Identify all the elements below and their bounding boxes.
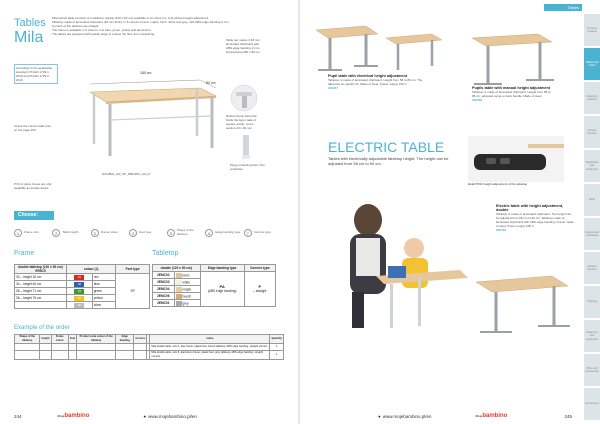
pupil-manual-desc: Tabletop is made of laminated chipboard. Height from 58 to 86 cm, adjusted using a crank handle. Made of steel. (472, 90, 551, 98)
step-label: Frame colour (100, 230, 119, 235)
table-code: DOUBLE_GR_SP_DBFGDC_GN_P (102, 172, 151, 176)
feet-type: SP (116, 274, 150, 309)
callout-plug: Plugs protecting floor from scratches (230, 163, 266, 171)
tabletop-colour-name: beech (182, 293, 192, 298)
logo (58, 413, 90, 419)
electric-title: ELECTRIC TABLE (328, 139, 445, 155)
example-row (15, 351, 284, 360)
steps-row (14, 222, 280, 244)
desc-line: Mila school table consists of a tabletop: double (120 x 50 cm) available in six sizes (no. 0-6) without height adjustment (52, 16, 209, 20)
description (52, 16, 267, 36)
example-cell (15, 344, 40, 351)
section-tab[interactable]: Tables and chairs (584, 48, 600, 81)
example-cell (15, 351, 40, 360)
frame-colour-name: green (92, 288, 116, 295)
step-label: Frame size (24, 230, 39, 235)
step-number: 4 (129, 229, 137, 237)
example-table (14, 334, 284, 360)
electric-caption (468, 182, 564, 186)
example-header: Quantity (270, 335, 284, 344)
url[interactable] (143, 414, 197, 419)
corner-sub: – straight (253, 289, 267, 293)
double-desc: Tabletop is made of laminated chipboard. The height can be adjusted from 58 cm to 90 cm. Tabletop made of laminated chipboard with ABS edge banding. Frame made of steel. Power supply 230 V. (496, 212, 574, 228)
example-cell (40, 344, 51, 351)
top-h-corner: Corners type (244, 265, 275, 272)
tabletop-code: 2EMC02 (153, 272, 175, 279)
tabletop-colour-name: birch (182, 272, 190, 277)
example-qty: 1 (270, 351, 284, 360)
pvc-note: PVC-U glove boxes are only available as double desks (14, 182, 52, 190)
pupil-electric-code: 236457 (328, 86, 339, 90)
example-header: Product code colour of the tabletop (77, 335, 116, 344)
wood-swatch (176, 294, 182, 299)
corner-main: P (258, 284, 262, 289)
pupil-electric-desc: Tabletop is made of laminated chipboard. Height from 58 to 86 cm. The table has an electric lift. Made of steel. Power supply 230 V. (328, 78, 423, 86)
frame-colour-code (67, 288, 93, 295)
frame-colour-code (67, 295, 93, 302)
tabletop-code: 2EMC06 (153, 293, 175, 300)
globe-icon: ● (143, 413, 147, 419)
section-badge: Tables (544, 4, 582, 11)
step-number: 6 (205, 229, 213, 237)
title-tables: Tables (14, 17, 46, 29)
url-text: www.mojebambino.pl/en (148, 413, 197, 419)
step-item (14, 222, 50, 244)
tabletop-code: 2EMC04 (153, 286, 175, 293)
example-cell (51, 351, 68, 360)
example-cell (134, 344, 147, 351)
example-cell (40, 351, 51, 360)
frame-colour-name: blue (92, 281, 116, 288)
frame-size: 36 – height 76 cm (15, 295, 67, 302)
frame-size: 34 – height 64 cm (15, 281, 67, 288)
step-label: Corners type (253, 230, 271, 235)
pupil-manual-title: Pupils table with manual height adjustment (472, 86, 551, 90)
section-tab[interactable]: Furniture systems (584, 14, 600, 47)
pupil-electric-title: Pupil table with electrical height adjustment (328, 74, 408, 78)
colour-swatch: 02 (74, 282, 84, 287)
step-item (167, 222, 203, 244)
example-row (15, 344, 284, 351)
title-mila: Mila (14, 29, 44, 46)
frame-colour-code (67, 281, 93, 288)
tabletop-colour-name: white (182, 279, 190, 284)
section-tab[interactable]: Shelving (584, 286, 600, 319)
frame-colour-name: silver (92, 302, 116, 309)
desc-line: The tables are equipped with plastic plugs to protect the floor from scratching. (52, 32, 156, 36)
frame-size: 30 – height 30 cm (15, 274, 67, 281)
frame-h-size: double tabletop (120 x 50 cm) ER5C5 (15, 265, 67, 274)
step-label: Edge banding type (215, 230, 241, 235)
edge-type (200, 272, 244, 307)
example-header: Corners (134, 335, 147, 344)
dim-length: 180 cm (140, 71, 152, 75)
left-page (0, 0, 298, 424)
example-cell (134, 351, 147, 360)
step-label: Table height (62, 230, 79, 235)
wood-swatch (176, 287, 182, 292)
wood-swatch (176, 273, 182, 278)
standard-note: According to the applicable standard: PN-EN 1729-1: 2016 and PN-EN 1729-2: 2016 (14, 64, 58, 84)
frame-size: 36 – height 71 cm (15, 288, 67, 295)
logo-pre: Moje (57, 414, 65, 418)
step-item (91, 222, 127, 244)
desc-line: The frame is available in 5 colours: red, blue, green, yellow and aluminium. (52, 28, 152, 32)
double-title: Electric table with height adjustment, double (496, 204, 564, 212)
logo-text: bambino (64, 413, 90, 419)
example-name: Mila double table, size 3, blue frame, plastic feet, beech tabletop, ABS edge banding, straight corners (150, 344, 270, 351)
tabletop-colour (174, 293, 200, 300)
classroom-photo (320, 180, 470, 330)
example-header: Height (40, 335, 51, 344)
tabletop-label: Tabletop (152, 250, 179, 257)
check-note: Check the correct table size on the page 153 (14, 124, 52, 132)
example-cell (77, 351, 116, 360)
example-cell (51, 344, 68, 351)
choose-label: Choose: (14, 211, 54, 220)
globe-icon: ● (378, 413, 381, 419)
example-cell (116, 351, 134, 360)
colour-swatch: 05 (74, 296, 84, 301)
tabletop-colour (174, 279, 200, 286)
callout-leg: Robust frame tube that holds the legs made of square profile, cross-section 40 x 40 mm (226, 114, 257, 130)
frame-label: Frame (14, 250, 35, 257)
example-header: name (150, 335, 270, 344)
example-label: Example of the order (14, 325, 70, 331)
section-tab[interactable]: Beds (584, 184, 600, 217)
step-number: 5 (167, 229, 175, 237)
right-page (300, 0, 600, 424)
example-header: Feet (68, 335, 76, 344)
electric-subtitle: Tables with electrically adjustable tabletop height. The height can be adjusted from 58 cm to 90 cm. (328, 156, 449, 166)
example-cell (68, 351, 76, 360)
edge-sub: (ABS edge banding) (207, 289, 237, 293)
section-tab[interactable]: Cloakroom and equipment (584, 320, 600, 353)
leg-detail-image (230, 84, 258, 112)
tabletop-colour-name: maple (182, 286, 192, 291)
pupil-manual-code: 236458 (472, 98, 483, 102)
step-number: 1 (14, 229, 22, 237)
tabletop-colour (174, 300, 200, 307)
section-tab[interactable]: Sanitary furniture (584, 252, 600, 285)
logo (476, 413, 508, 419)
page-number: 245 (564, 413, 572, 419)
double-code: 236459 (496, 228, 507, 232)
section-tab[interactable]: Wardrobes and cloakroom (584, 150, 600, 183)
frame-colour-name: yellow (92, 295, 116, 302)
step-number: 7 (244, 229, 252, 237)
left-footer (14, 408, 284, 424)
step-item (52, 222, 88, 244)
frame-colour-name: red (92, 274, 116, 281)
frame-colour-code (67, 274, 93, 281)
desc-line: Tabletop made of laminated chipboard (18 mm thick), in 5 colours: beech, maple, birch, white and grey, with ABS edge banding 2 mm. (52, 20, 230, 24)
section-tab[interactable]: Office and accessories (584, 354, 600, 387)
corner-type (244, 272, 275, 307)
dim-depth: 80 cm (206, 81, 216, 85)
page-number: 244 (14, 413, 22, 419)
tabletop-code: 2EMC03 (153, 279, 175, 286)
double-block (496, 204, 574, 232)
frame-table (14, 264, 150, 309)
pupil-electric-image (312, 16, 382, 74)
tabletop-code: 2EMC01 (153, 300, 175, 307)
wood-swatch (176, 301, 182, 306)
url[interactable] (378, 414, 432, 419)
double-table-image (472, 262, 572, 338)
pupil-electric-block (328, 74, 424, 90)
wood-swatch (176, 280, 182, 285)
section-tab[interactable]: Carpets and mattresses (584, 218, 600, 251)
step-item (244, 222, 280, 244)
table-drawing (80, 62, 220, 162)
frame-colour-code (67, 302, 93, 309)
frame-h-feet: Feet type (116, 265, 150, 274)
example-cell (77, 344, 116, 351)
section-tab[interactable]: School furniture (584, 116, 600, 149)
tabletop-row (153, 272, 276, 279)
pupil-manual-image (466, 22, 556, 92)
control-box-image (468, 136, 564, 182)
example-header: Edge banding (116, 335, 134, 344)
step-label: Shape of the tabletop (176, 228, 194, 236)
frame-size (15, 302, 67, 309)
tabletop-colour (174, 272, 200, 279)
colour-swatch: 06 (74, 303, 84, 308)
colour-swatch: 04 (74, 289, 84, 294)
tabletop-colour-name: grey (182, 300, 189, 305)
example-header: Frame colour (51, 335, 68, 344)
url-text: www.mojebambino.pl/en (382, 413, 432, 419)
step-label: Feet type (138, 230, 152, 235)
section-tab[interactable]: Stationery cabinets (584, 82, 600, 115)
step-item (205, 222, 241, 244)
section-tab[interactable]: Accessories (584, 388, 600, 421)
top-h-type: double (120 x 50 cm) (153, 265, 201, 272)
tabletop-colour (174, 286, 200, 293)
pupil-electric-image-2 (384, 30, 444, 74)
pupil-manual-block (472, 86, 552, 102)
logo-text: bambino (482, 413, 508, 419)
frame-h-colour: colour (1) (67, 265, 116, 274)
electric-caption-text: ELECTRIC height adjustment of the tabletop (468, 182, 528, 186)
edge-main: PA (219, 284, 225, 289)
example-cell (116, 344, 134, 351)
frame-row (15, 274, 150, 281)
top-h-edge: Edge banding type (200, 265, 244, 272)
example-qty: 1 (270, 344, 284, 351)
step-number: 3 (91, 229, 99, 237)
example-cell (68, 344, 76, 351)
right-footer (320, 408, 572, 424)
colour-swatch: 01 (74, 275, 84, 280)
logo-pre: Moje (475, 414, 483, 418)
step-number: 2 (52, 229, 60, 237)
example-header: Shape of the tabletop (15, 335, 40, 344)
tabletop-table (152, 264, 276, 307)
step-item (129, 222, 165, 244)
desc-line: Corners of the tabletop are straight. (52, 24, 100, 28)
plug-image (238, 135, 254, 161)
callout-top: Table top made of 18 mm laminated chipboard with ABS edge banding 2 mm. Dimensional 180 x 80 cm (226, 38, 261, 54)
example-name: Mila double table, size 5, aluminium frame, plastic feet, grey tabletop, ABS edge banding, straight corners (150, 351, 270, 360)
